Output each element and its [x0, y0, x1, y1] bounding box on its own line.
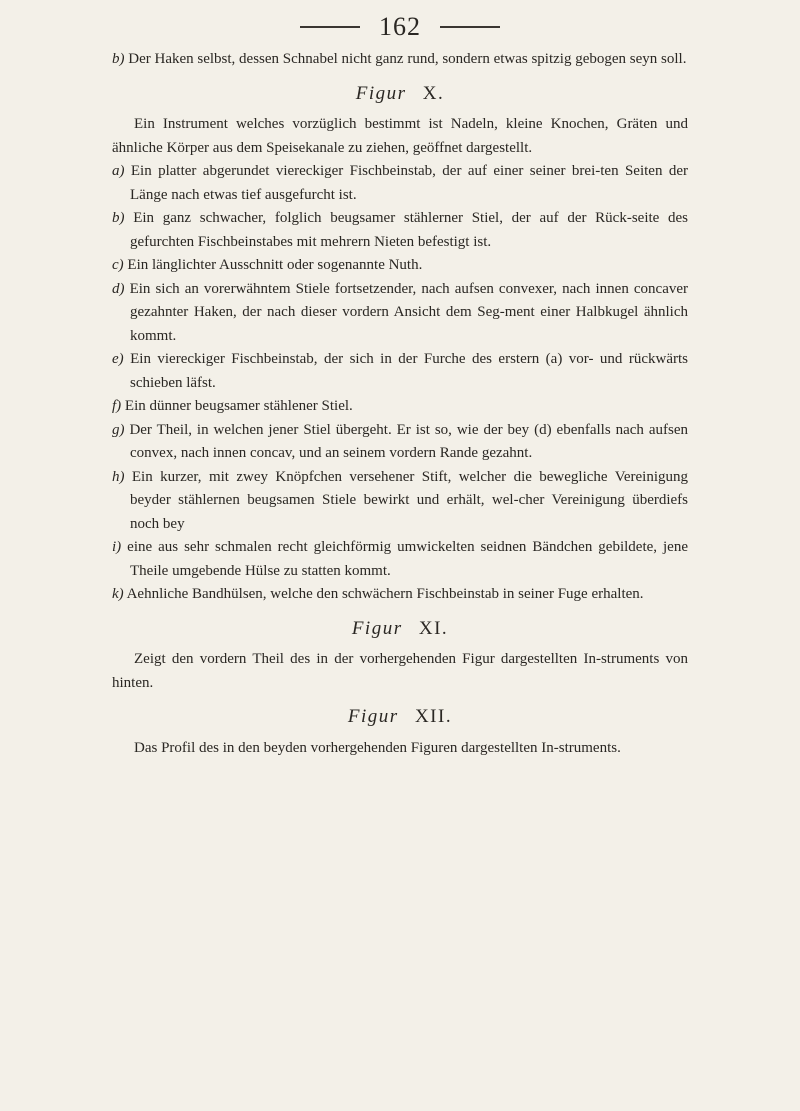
item-label: i)	[112, 539, 122, 555]
page-body	[112, 48, 688, 760]
item-label: b)	[112, 210, 125, 226]
item-label: c)	[112, 257, 124, 273]
figure-x-item-i	[112, 536, 688, 583]
item-label: k)	[112, 586, 124, 602]
item-text: Ein dünner beugsamer stählener Stiel.	[124, 398, 353, 414]
heading-word: Figur	[355, 82, 407, 104]
figure-x-item-f	[112, 395, 688, 419]
header-rule-right	[440, 26, 500, 28]
item-label: a)	[112, 163, 125, 179]
page-number: 162	[379, 12, 421, 41]
item-label: d)	[112, 280, 125, 297]
figure-xi-text: Zeigt den vordern Theil des in der vorhergehenden Figur dargestellten In-struments von hinten.	[112, 651, 688, 691]
figure-x-item-a	[112, 160, 688, 207]
heading-word: Figur	[347, 706, 399, 727]
intro-item-b	[112, 48, 688, 72]
header-rule-left	[300, 26, 360, 28]
heading-number: XII.	[414, 706, 453, 727]
item-text: Ein sich an vorerwähntem Stiele fortsetzender, nach aufsen convexer, nach innen concaver gezahnter Haken, der nach dieser vordern Ansicht dem Seg-ment einer Halbkugel ähnlich kommt.	[129, 280, 689, 344]
heading-word: Figur	[351, 617, 403, 639]
figure-xii-heading	[112, 705, 688, 729]
item-text: Ein viereckiger Fischbeinstab, der sich in der Furche des erstern (a) vor- und rückwärts schieben läfst.	[130, 351, 689, 391]
figure-x-item-k	[112, 583, 688, 607]
page-header	[0, 12, 800, 42]
item-label: f)	[112, 398, 122, 414]
figure-x-item-c	[112, 254, 688, 278]
figure-x-item-g	[112, 419, 688, 466]
item-text: Ein länglichter Ausschnitt oder sogenannte Nuth.	[127, 257, 423, 273]
figure-xii-text: Das Profil des in den beyden vorhergehenden Figuren dargestellten In-struments.	[134, 739, 621, 756]
figure-x-item-b	[112, 207, 688, 254]
figure-x-item-h	[112, 466, 688, 537]
item-label: e)	[112, 351, 124, 367]
item-text: Ein ganz schwacher, folglich beugsamer stählerner Stiel, der auf der Rück-seite des gefurchten Fischbeinstabes mit mehrern Nieten befestigt ist.	[130, 210, 689, 250]
item-text: Ein kurzer, mit zwey Knöpfchen versehener Stift, welcher die bewegliche Vereinigung beyder stählernen beugsamen Stiele bewirkt und erhält, wel-cher Vereinigung überdiefs noch bey	[130, 468, 689, 532]
figure-x-item-e	[112, 348, 688, 395]
item-label: b)	[112, 51, 125, 67]
item-text: Der Haken selbst, dessen Schnabel nicht ganz rund, sondern etwas spitzig gebogen seyn soll.	[128, 51, 687, 67]
heading-number: XI.	[418, 617, 449, 639]
item-text: Ein platter abgerundet viereckiger Fischbeinstab, der auf einer seiner brei-ten Seiten der Länge nach etwas tief ausgefurcht ist.	[130, 163, 688, 203]
item-text: eine aus sehr schmalen recht gleichförmig umwickelten seidnen Bändchen gebildete, jene Theile umgebende Hülse zu statten kommt.	[127, 539, 688, 579]
item-text: Aehnliche Bandhülsen, welche den schwächern Fischbeinstab in seiner Fuge erhalten.	[126, 586, 644, 602]
figure-x-intro: Ein Instrument welches vorzüglich bestimmt ist Nadeln, kleine Knochen, Gräten und ähnliche Körper aus dem Speisekanale zu ziehen, geöffnet dargestellt.	[112, 116, 688, 156]
heading-number: X.	[422, 82, 445, 104]
item-text: Der Theil, in welchen jener Stiel übergeht. Er ist so, wie der bey (d) ebenfalls nach aufsen convex, nach innen concav, und an seinem vordern Rande gezahnt.	[129, 421, 688, 461]
figure-x-heading	[112, 82, 688, 106]
figure-x-item-d	[112, 278, 688, 349]
item-label: g)	[112, 421, 125, 438]
figure-xi-heading	[112, 617, 688, 641]
item-label: h)	[112, 468, 125, 485]
